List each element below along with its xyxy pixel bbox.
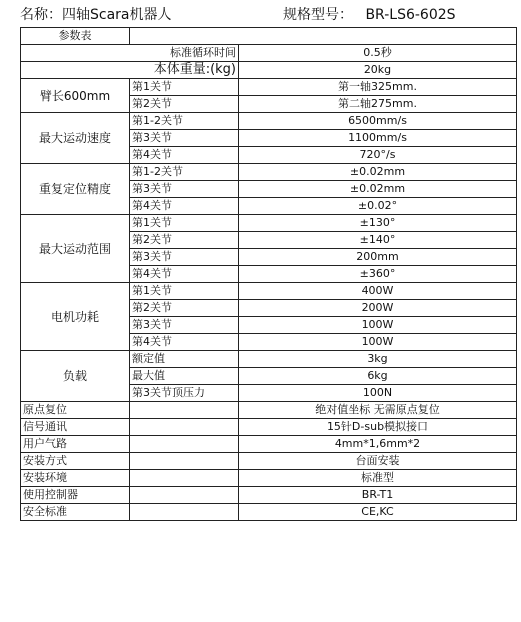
joint-cell: 第2关节 [130, 300, 239, 317]
joint-cell: 第1-2关节 [130, 113, 239, 130]
joint-cell: 第4关节 [130, 334, 239, 351]
value-cell: 200mm [239, 249, 517, 266]
value-cell: 第二轴275mm. [239, 96, 517, 113]
joint-cell: 第3关节顶压力 [130, 385, 239, 402]
table-row [21, 402, 517, 419]
row-label: 安全标准 [21, 504, 130, 521]
table-row [21, 436, 517, 453]
spec-table [20, 27, 517, 521]
table-row [21, 45, 517, 62]
value-cell: 100W [239, 334, 517, 351]
value-cell: 100W [239, 317, 517, 334]
joint-cell: 第1关节 [130, 215, 239, 232]
joint-cell: 第3关节 [130, 130, 239, 147]
row-label: 用户气路 [21, 436, 130, 453]
value-cell: ±0.02mm [239, 164, 517, 181]
joint-cell: 第4关节 [130, 198, 239, 215]
value-cell: ±0.02° [239, 198, 517, 215]
value-cell: 400W [239, 283, 517, 300]
row-label: 原点复位 [21, 402, 130, 419]
table-row [21, 79, 517, 96]
load-label: 负载 [21, 351, 130, 402]
joint-cell: 第1-2关节 [130, 164, 239, 181]
cycle-time-value: 0.5秒 [239, 45, 517, 62]
table-row [21, 453, 517, 470]
table-row [21, 62, 517, 79]
table-row [21, 283, 517, 300]
joint-cell: 第4关节 [130, 147, 239, 164]
value-cell: 720°/s [239, 147, 517, 164]
table-row [21, 164, 517, 181]
joint-cell: 第3关节 [130, 317, 239, 334]
speed-label: 最大运动速度 [21, 113, 130, 164]
value-cell: ±140° [239, 232, 517, 249]
joint-cell: 额定值 [130, 351, 239, 368]
joint-cell: 第2关节 [130, 232, 239, 249]
joint-cell: 最大值 [130, 368, 239, 385]
value-cell: 200W [239, 300, 517, 317]
weight-value: 20kg [239, 62, 517, 79]
joint-cell: 第2关节 [130, 96, 239, 113]
value-cell: 1100mm/s [239, 130, 517, 147]
row-label: 安装环境 [21, 470, 130, 487]
table-row [21, 504, 517, 521]
value-cell: ±360° [239, 266, 517, 283]
model-label: 规格型号： [283, 7, 353, 23]
row-value: 绝对值坐标 无需原点复位 [239, 402, 517, 419]
value-cell: 3kg [239, 351, 517, 368]
row-value: 标准型 [239, 470, 517, 487]
joint-cell: 第1关节 [130, 283, 239, 300]
table-row [21, 470, 517, 487]
value-cell: 100N [239, 385, 517, 402]
row-label: 信号通讯 [21, 419, 130, 436]
table-row [21, 419, 517, 436]
table-row [21, 487, 517, 504]
table-row [21, 113, 517, 130]
product-name: 名称：四轴Scara机器人 [20, 7, 172, 23]
joint-cell: 第4关节 [130, 266, 239, 283]
model-value: BR-LS6-602S [365, 7, 456, 23]
range-label: 最大运动范围 [21, 215, 130, 283]
power-label: 电机功耗 [21, 283, 130, 351]
row-value: 台面安装 [239, 453, 517, 470]
row-value: BR-T1 [239, 487, 517, 504]
arm-label: 臂长600mm [21, 79, 130, 113]
product-model [283, 4, 456, 24]
value-cell: 6500mm/s [239, 113, 517, 130]
value-cell: 第一轴325mm. [239, 79, 517, 96]
joint-cell: 第3关节 [130, 249, 239, 266]
table-row [21, 351, 517, 368]
row-label: 使用控制器 [21, 487, 130, 504]
value-cell: 6kg [239, 368, 517, 385]
table-title: 参数表 [21, 28, 130, 45]
row-value: 4mm*1,6mm*2 [239, 436, 517, 453]
cycle-time-label: 标准循环时间 [21, 45, 239, 62]
joint-cell: 第1关节 [130, 79, 239, 96]
value-cell: ±130° [239, 215, 517, 232]
table-row [21, 28, 517, 45]
table-row [21, 215, 517, 232]
value-cell: ±0.02mm [239, 181, 517, 198]
joint-cell: 第3关节 [130, 181, 239, 198]
row-value: CE,KC [239, 504, 517, 521]
row-label: 安装方式 [21, 453, 130, 470]
weight-label: 本体重量:(kg) [21, 62, 239, 79]
row-value: 15针D-sub模拟接口 [239, 419, 517, 436]
repeat-label: 重复定位精度 [21, 164, 130, 215]
